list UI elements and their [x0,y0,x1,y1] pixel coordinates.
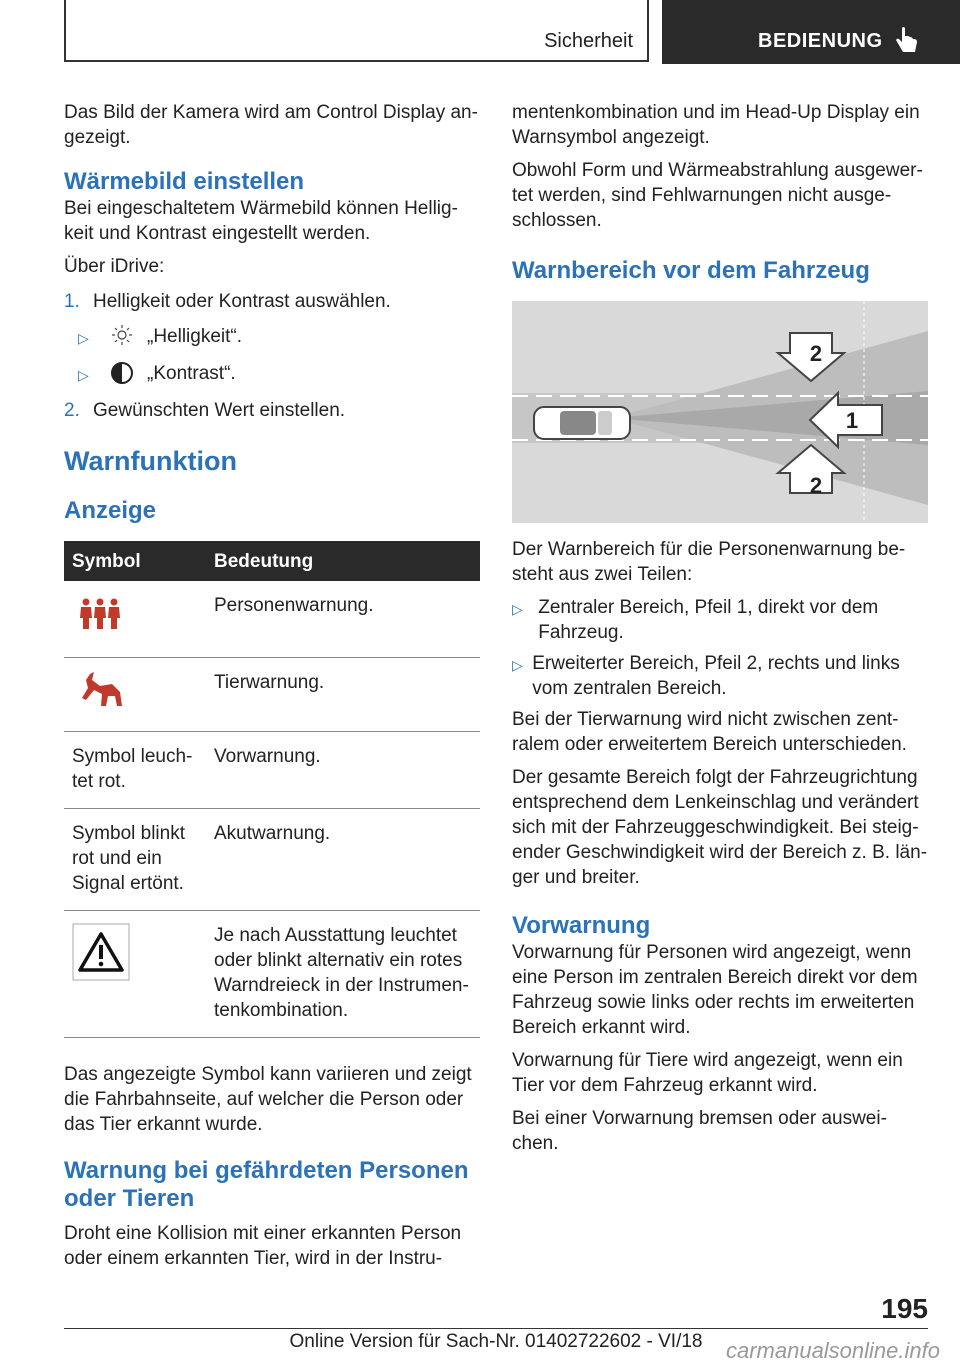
heading-warnbereich: Warnbereich vor dem Fahrzeug [512,257,870,284]
contrast-icon [107,361,137,385]
step-number: 2. [64,400,80,421]
table-cell-meaning: Tierwarnung. [206,657,480,731]
table-cell-meaning: Personenwarnung. [206,581,480,657]
step-number: 1. [64,291,80,312]
car-icon [534,407,630,439]
warning-triangle-icon [72,923,130,981]
heading-anzeige: Anzeige [64,497,157,524]
table-cell-meaning: Vorwarnung. [206,731,480,808]
table-cell-symbol: Symbol blinkt rot und ein Signal ertönt. [64,808,206,910]
sub-item-text: „Helligkeit“. [147,326,243,347]
table-header-bedeutung: Bedeutung [206,541,480,581]
intro-paragraph: Das Bild der Kamera wird am Control Display an-gezeigt. [64,102,478,148]
step-text: Helligkeit oder Kontrast auswählen. [93,291,391,312]
chapter-title: BEDIENUNG [758,30,883,52]
waermebild-paragraph: Bei eingeschaltetem Wärmebild können Hellig-keit und Kontrast eingestellt werden. [64,198,458,244]
heading-warnung: Warnung bei gefährdeten Personen oder Tieren [64,1156,469,1212]
form-paragraph: Obwohl Form und Wärmeabstrahlung ausgewer-tet werden, sind Fehlwarnungen nicht ausge-schlossen. [512,160,923,231]
heading-warnfunktion: Warnfunktion [64,446,237,476]
table-row [64,731,480,808]
table-row [64,910,480,1037]
gesamt-paragraph: Der gesamte Bereich folgt der Fahrzeugrichtung entsprechend dem Lenkeinschlag und verändert sich mit der Fahrzeuggeschwindigkeit. Bei steig-ender Geschwindigkeit wird der Bereich z. B. län-ger und breiter. [512,767,928,888]
vorwarnung-paragraph-2: Vorwarnung für Tiere wird angezeigt, wenn ein Tier vor dem Fahrzeug erkannt wird. [512,1050,903,1096]
bullet-item [512,651,928,701]
table-header-symbol: Symbol [64,541,206,581]
table-row [64,657,480,731]
bullet-triangle-icon: ▷ [512,657,523,673]
online-version-text: Online Version für Sach-Nr. 01402722602 - VI/18 [289,1331,703,1352]
heading-vorwarnung: Vorwarnung [512,912,651,939]
tier-paragraph: Bei der Tierwarnung wird nicht zwischen zent-ralem oder erweitertem Bereich unterschieden. [512,709,907,755]
sub-item-kontrast [78,361,480,388]
sub-item-helligkeit [78,324,480,351]
animal-warning-icon [72,670,128,710]
continued-paragraph: mentenkombination und im Head-Up Display ein Warnsymbol angezeigt. [512,102,920,148]
table-cell-symbol: Symbol leuch-tet rot. [64,731,206,808]
warnung-paragraph: Droht eine Kollision mit einer erkannten Person oder einem erkannten Tier, wird in der Instru- [64,1222,462,1269]
table-cell-symbol [64,657,206,731]
page-number: 195 [881,1293,928,1324]
vorwarnung-paragraph-3: Bei einer Vorwarnung bremsen oder auswei-chen. [512,1108,887,1154]
table-cell-symbol [64,910,206,1037]
section-tab [64,0,649,62]
warning-area-diagram [512,301,928,523]
table-cell-meaning: Akutwarnung. [206,808,480,910]
symbol-table [64,541,480,1038]
vorwarnung-paragraph-1: Vorwarnung für Personen wird angezeigt, wenn eine Person im zentralen Bereich direkt vor dem Fahrzeug sowie links oder rechts im erweiterten Bereich erkannt wird. [512,942,918,1038]
warnbereich-paragraph: Der Warnbereich für die Personenwarnung be-steht aus zwei Teilen: [512,539,906,585]
diagram-label-bottom: 2 [809,473,823,498]
step-1 [64,289,480,314]
hand-pointer-icon [894,26,920,56]
table-cell-symbol [64,581,206,657]
table-header-row [64,541,480,581]
person-warning-icon [72,597,128,631]
bullet-item [512,595,928,645]
symbol-variation-paragraph: Das angezeigte Symbol kann variieren und zeigt die Fahrbahnseite, auf welcher die Person oder das Tier erkannt wurde. [64,1063,472,1135]
right-column [512,100,928,1164]
bullet-text: Erweiterter Bereich, Pfeil 2, rechts und links vom zentralen Bereich. [532,653,900,699]
bullet-triangle-icon: ▷ [78,330,89,346]
section-title: Sicherheit [544,30,633,52]
step-text: Gewünschten Wert einstellen. [93,400,346,421]
heading-waermebild: Wärmebild einstellen [64,168,305,195]
diagram-label-top: 2 [809,341,823,366]
watermark: carmanualsonline.info [725,1338,940,1363]
bullet-text: Zentraler Bereich, Pfeil 1, direkt vor dem Fahrzeug. [538,597,879,643]
diagram-label-center: 1 [845,408,859,433]
page-header [0,0,960,66]
table-row [64,808,480,910]
brightness-icon [107,324,137,346]
table-row [64,581,480,657]
step-2 [64,398,480,423]
sub-item-text: „Kontrast“. [147,363,236,384]
idrive-paragraph: Über iDrive: [64,256,165,277]
bullet-triangle-icon: ▷ [512,601,523,617]
bullet-triangle-icon: ▷ [78,367,89,383]
left-column [64,100,480,1279]
table-cell-meaning: Je nach Ausstattung leuchtet oder blinkt alternativ ein rotes Warndreieck in der Instrumen-tenkombination. [206,910,480,1037]
